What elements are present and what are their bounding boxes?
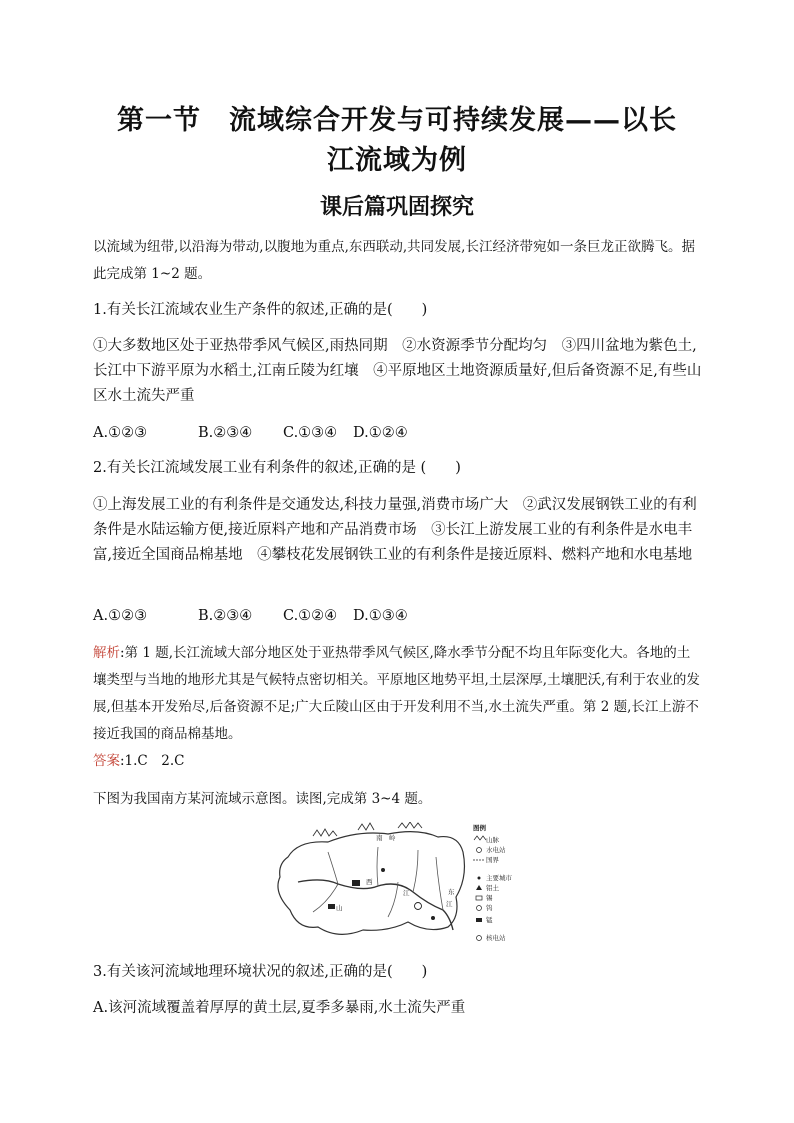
question-3-stem: 3.有关该河流域地理环境状况的叙述,正确的是( )	[93, 964, 428, 980]
mountain-range-label: 南 岭	[376, 834, 396, 842]
legend-manganese-icon	[476, 918, 482, 922]
page-title-line2: 江流域为例	[327, 145, 467, 176]
question-2-stem: 2.有关长江流域发展工业有利条件的叙述,正确的是 ( )	[93, 460, 461, 476]
place-label-jiang: 江	[403, 889, 410, 897]
manganese-symbol	[352, 880, 360, 886]
legend-mountain-icon	[474, 836, 486, 840]
answer-text: :1.C 2.C	[120, 753, 185, 769]
analysis-text: :第 1 题,长江流域大部分地区处于亚热带季风气候区,降水季节分配不均且年际变化大。各地的土壤类型与当地的地形尤其是气候特点密切相关。平原地区地势平坦,土层深厚,土壤肥沃,有利于农业的发展,但基本开发殆尽,后备资源不足;广大丘陵山区由于开发利用不当,水土流失严重。第 2 题,长江上游不接近我国的商品棉基地。	[93, 645, 700, 742]
manganese-symbol-2	[328, 904, 335, 909]
legend-bauxite-icon	[476, 885, 482, 890]
legend-tin-icon	[476, 896, 482, 900]
analysis-paragraph	[93, 640, 703, 748]
river-basin-map	[268, 822, 530, 947]
map-intro-paragraph: 下图为我国南方某河流域示意图。读图,完成第 3~4 题。	[93, 791, 432, 807]
question-2-statements: ①上海发展工业的有利条件是交通发达,科技力量强,消费市场广大 ②武汉发展钢铁工业的有利条件是水陆运输方便,接近原料产地和产品消费市场 ③长江上游发展工业的有利条件是水电丰富,接近全国商品棉基地 ④攀枝花发展钢铁工业的有利条件是接近原料、燃料产地和水电基地	[93, 497, 697, 563]
city-dot	[381, 868, 385, 872]
question-1-options	[93, 421, 703, 446]
q1-option-c: C.①③④	[283, 425, 338, 441]
legend-tin: 锡	[486, 894, 493, 902]
legend-title: 图例	[473, 824, 486, 832]
question-1-stem: 1.有关长江流域农业生产条件的叙述,正确的是( )	[93, 302, 428, 318]
question-3-option-a: A.该河流域覆盖着厚厚的黄土层,夏季多暴雨,水土流失严重	[93, 1000, 466, 1016]
q2-option-a: A.①②③	[93, 608, 148, 624]
q1-option-d: D.①②④	[353, 425, 408, 441]
place-label-xi: 西	[366, 878, 373, 886]
q2-option-c: C.①②④	[283, 608, 338, 624]
legend-city: 主要城市	[486, 874, 512, 882]
q1-option-b: B.②③④	[198, 425, 253, 441]
legend-nuclear-icon	[477, 936, 482, 941]
legend-tungsten-icon	[477, 906, 482, 911]
city-dot-2	[431, 916, 435, 920]
legend-bauxite: 铝土	[486, 884, 499, 892]
question-1-statements: ①大多数地区处于亚热带季风气候区,雨热同期 ②水资源季节分配均匀 ③四川盆地为紫色土,长江中下游平原为水稻土,江南丘陵为红壤 ④平原地区土地资源质量好,但后备资源不足,有些山区水土流失严重	[93, 338, 702, 404]
page-title-line1: 第一节 流域综合开发与可持续发展——以长	[117, 105, 677, 136]
analysis-label: 解析	[93, 645, 120, 661]
legend-city-icon	[478, 877, 481, 880]
intro-paragraph: 以流域为纽带,以沿海为带动,以腹地为重点,东西联动,共同发展,长江经济带宛如一条巨龙正欲腾飞。据此完成第 1~2 题。	[93, 239, 695, 282]
tungsten-symbol	[415, 903, 422, 910]
legend-manganese: 锰	[486, 916, 493, 924]
q2-option-b: B.②③④	[198, 608, 253, 624]
question-2-options	[93, 604, 703, 629]
answer-line	[93, 748, 703, 775]
legend-border: 国界	[486, 856, 499, 864]
legend-mountain: 山脉	[486, 836, 499, 844]
legend-hydropower-icon	[477, 848, 482, 853]
mountain-symbols	[313, 822, 422, 836]
place-label-jiang-2: 江	[446, 900, 453, 908]
q2-option-d: D.①③④	[353, 608, 408, 624]
place-label-dong: 东	[448, 888, 455, 896]
place-label-shan: 山	[336, 904, 343, 912]
q1-option-a: A.①②③	[93, 425, 148, 441]
answer-label: 答案	[93, 753, 120, 769]
legend-tungsten: 钨	[486, 904, 493, 912]
legend-nuclear: 核电站	[486, 934, 506, 942]
legend-hydropower: 水电站	[486, 846, 506, 854]
section-subtitle: 课后篇巩固探究	[319, 195, 474, 220]
main-river	[298, 880, 453, 930]
